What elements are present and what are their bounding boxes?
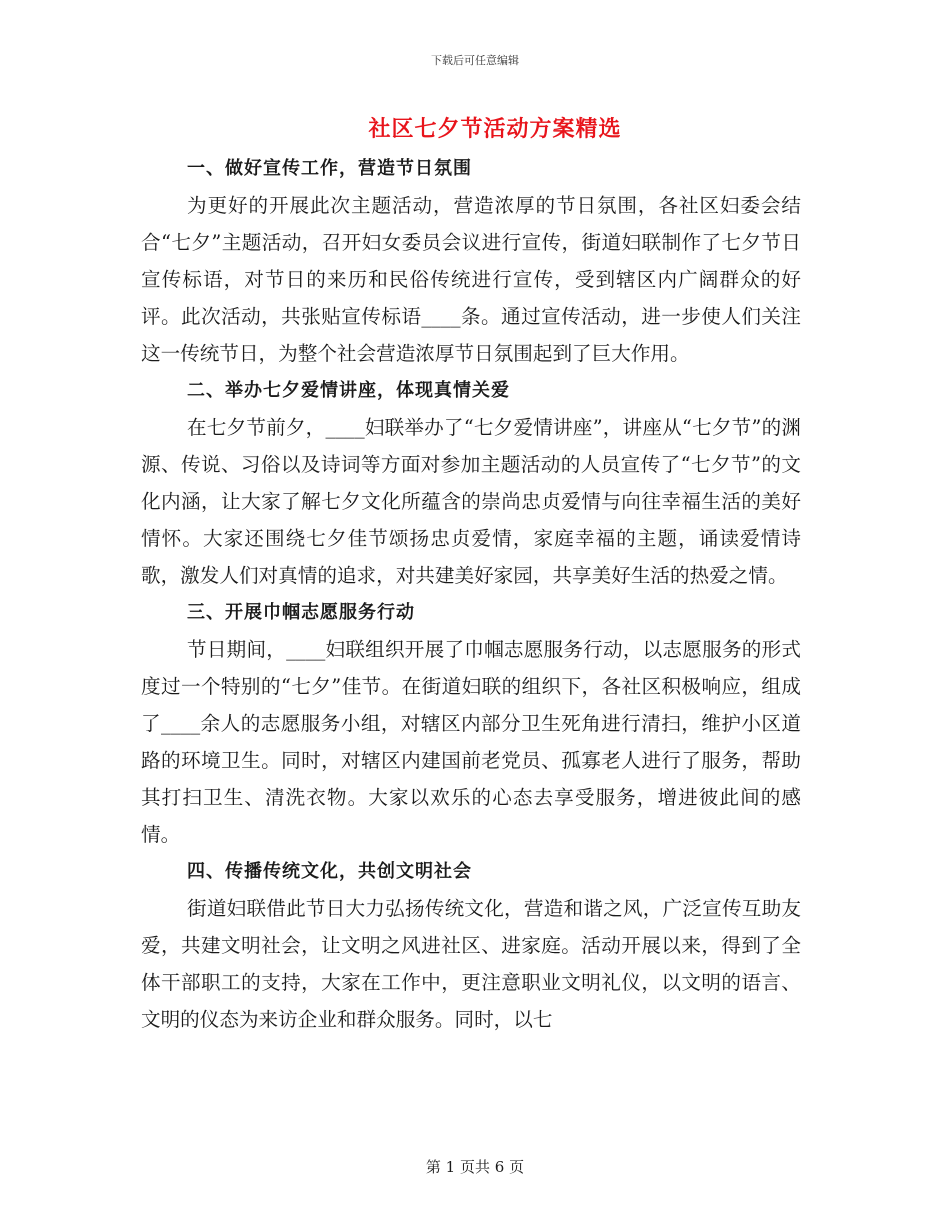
section-heading-4: 四、传播传统文化，共创文明社会 bbox=[187, 861, 472, 882]
document-title: 社区七夕节活动方案精选 bbox=[368, 117, 622, 142]
page-footer: 第 1 页共 6 页 bbox=[425, 1158, 525, 1176]
section-paragraph-3: 节日期间，____妇联组织开展了巾帼志愿服务行动，以志愿服务的形式度过一个特别的“七夕”佳节。在街道妇联的组织下，各社区积极响应，组成了____余人的志愿服务小组，对辖区内部分卫生死角进行清扫，维护小区道路的环境卫生。同时，对辖区内建国前老党员、孤寡老人进行了服务，帮助其打扫卫生、清洗衣物。大家以欢乐的心态去享受服务，增进彼此间的感情。 bbox=[141, 638, 801, 846]
section-paragraph-4: 街道妇联借此节日大力弘扬传统文化，营造和谐之风，广泛宣传互助友爱，共建文明社会，让文明之风进社区、进家庭。活动开展以来，得到了全体干部职工的支持，大家在工作中，更注意职业文明礼仪，以文明的语言、文明的仪态为来访企业和群众服务。同时，以七 bbox=[141, 897, 801, 1031]
section-paragraph-2: 在七夕节前夕，____妇联举办了“七夕爱情讲座”，讲座从“七夕节”的渊源、传说、习俗以及诗词等方面对参加主题活动的人员宣传了“七夕节”的文化内涵，让大家了解七夕文化所蕴含的崇尚忠贞爱情与向往幸福生活的美好情怀。大家还围绕七夕佳节颂扬忠贞爱情，家庭幸福的主题，诵读爱情诗歌，激发人们对真情的追求，对共建美好家园，共享美好生活的热爱之情。 bbox=[141, 416, 801, 587]
section-heading-2: 二、举办七夕爱情讲座，体现真情关爱 bbox=[187, 380, 510, 401]
document-body bbox=[141, 150, 801, 1038]
section-heading-1: 一、做好宣传工作，营造节日氛围 bbox=[187, 158, 472, 179]
header-note: 下载后可任意编辑 bbox=[431, 54, 519, 67]
section-paragraph-1: 为更好的开展此次主题活动，营造浓厚的节日氛围，各社区妇委会结合“七夕”主题活动，召开妇女委员会议进行宣传，街道妇联制作了七夕节日宣传标语，对节日的来历和民俗传统进行宣传，受到辖区内广阔群众的好评。此次活动，共张贴宣传标语____条。通过宣传活动，进一步使人们关注这一传统节日，为整个社会营造浓厚节日氛围起到了巨大作用。 bbox=[141, 194, 801, 365]
section-heading-3: 三、开展巾帼志愿服务行动 bbox=[187, 602, 415, 623]
